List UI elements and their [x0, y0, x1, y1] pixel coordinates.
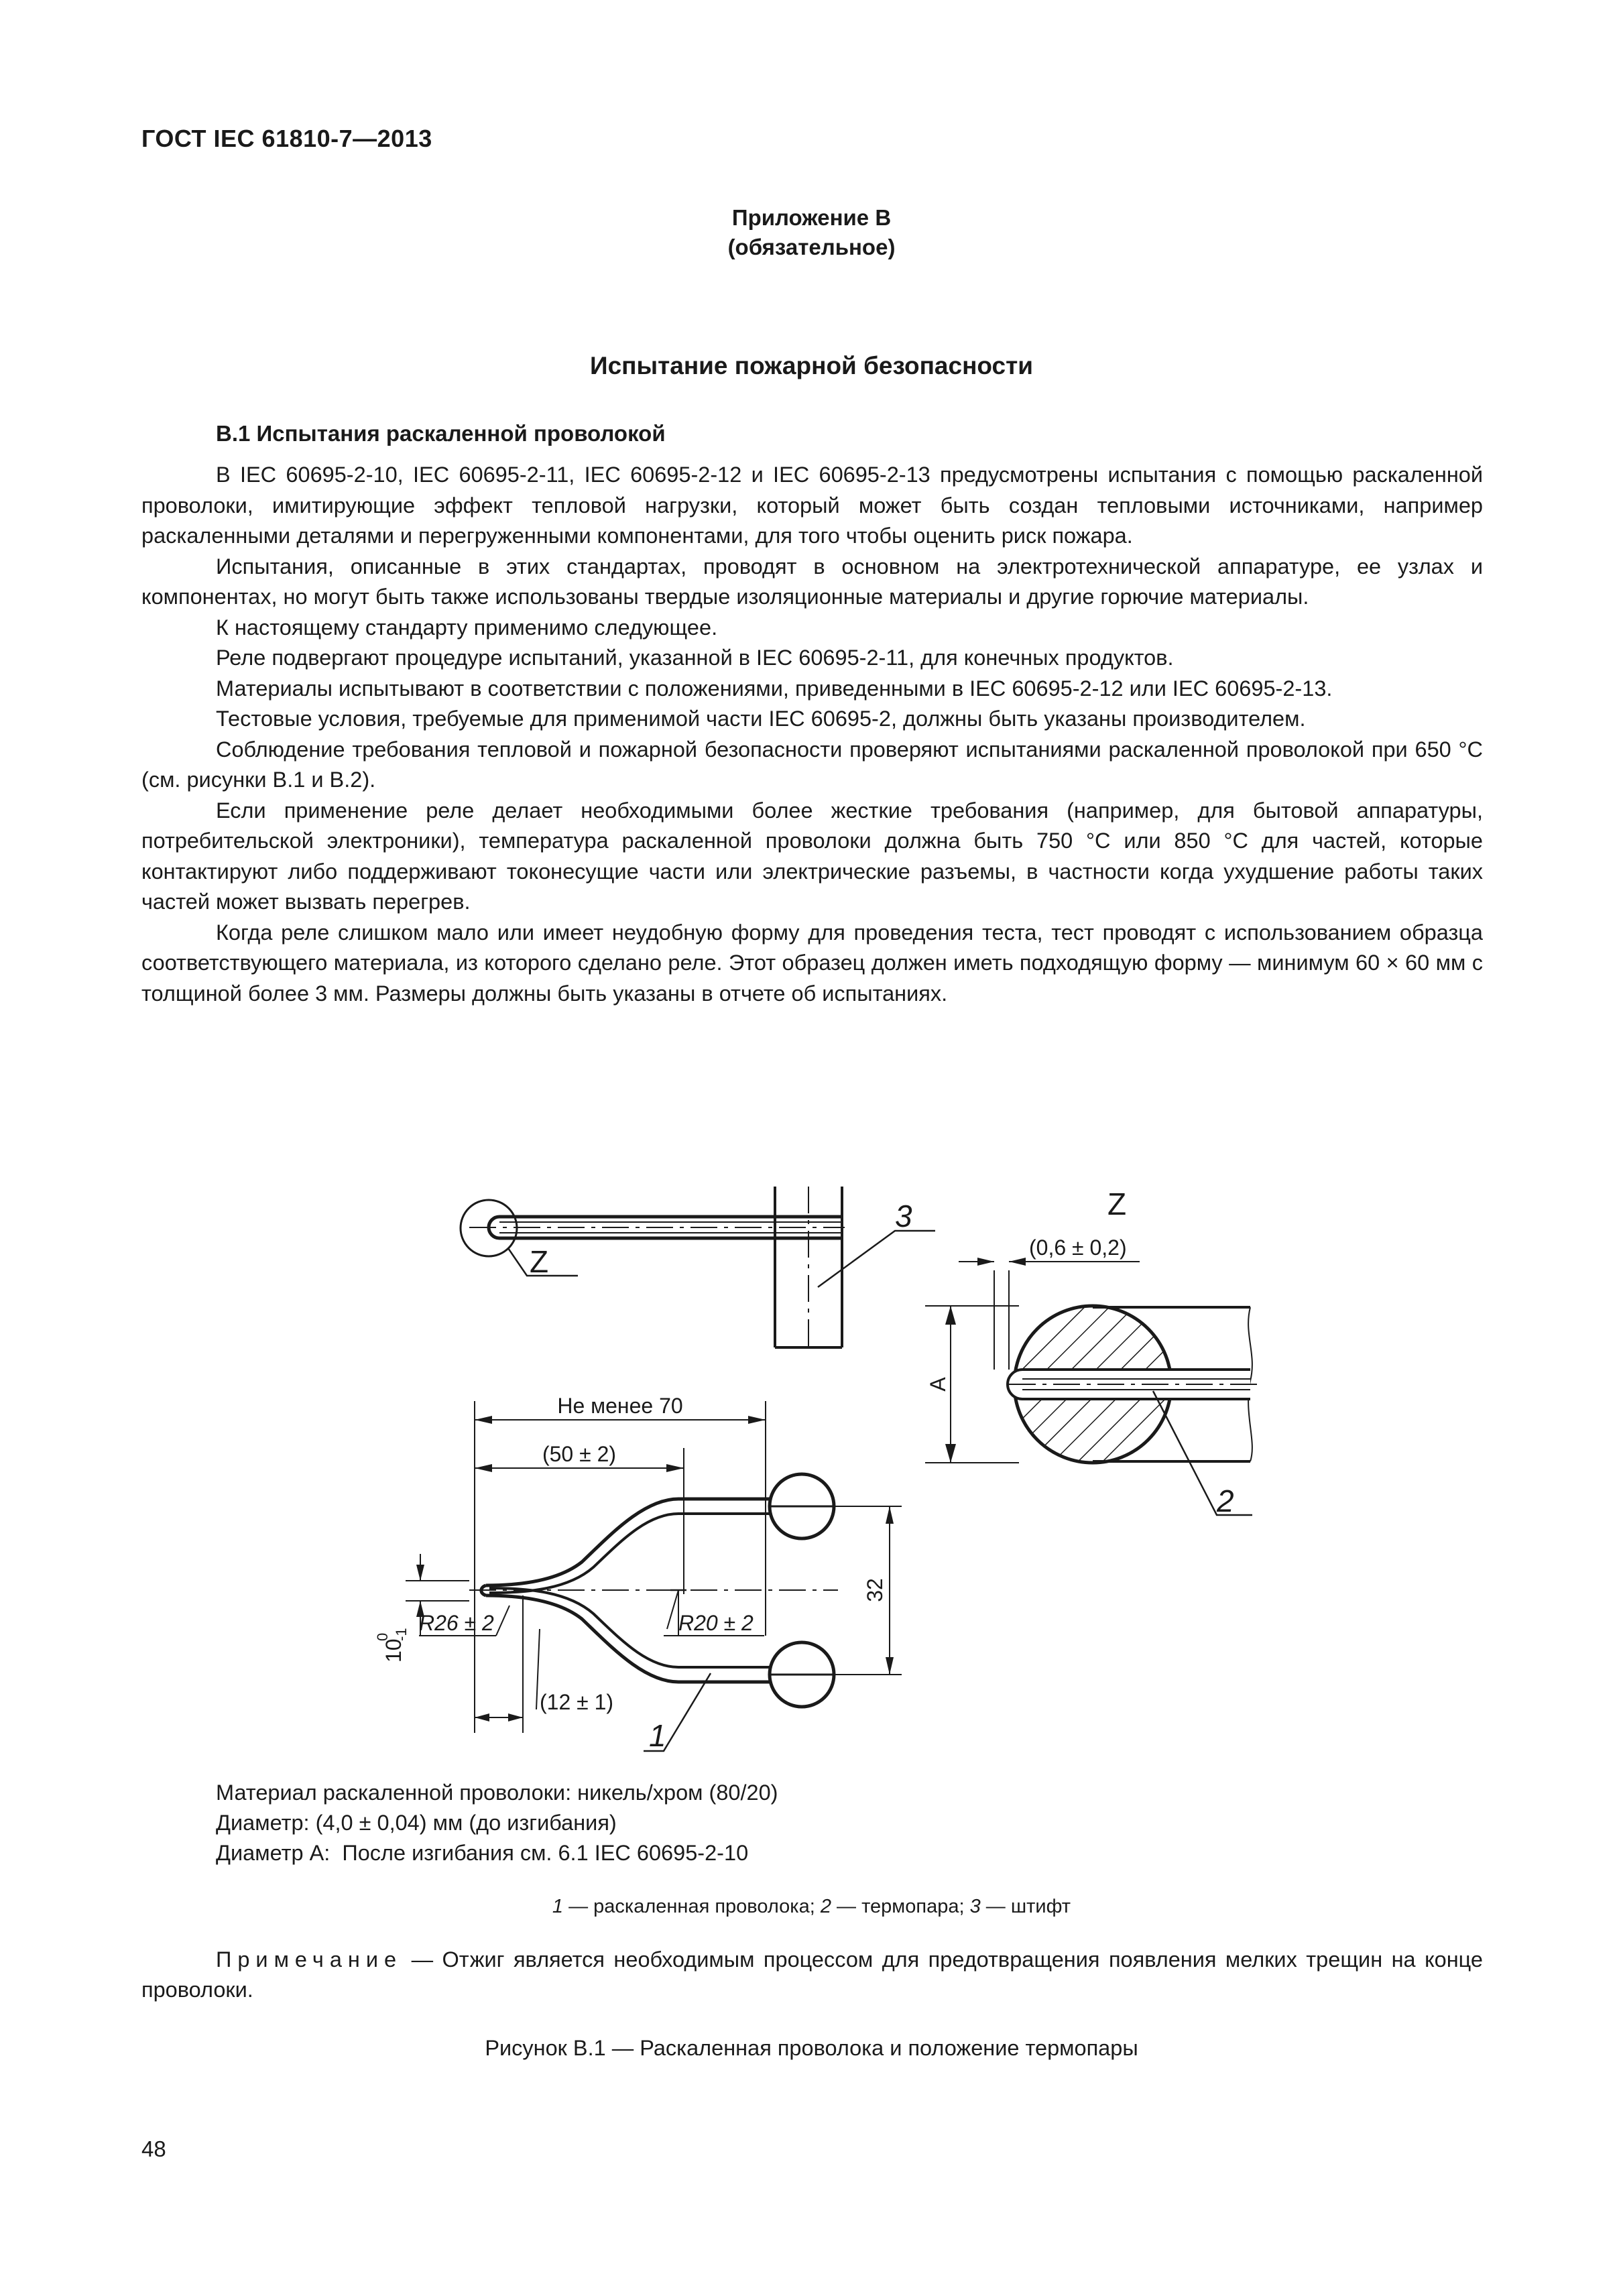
figure-legend — [0, 1896, 1623, 1918]
legend-text: — штифт — [980, 1896, 1071, 1917]
wire-specs — [216, 1778, 778, 1868]
document-code: ГОСТ IEC 61810-7—2013 — [141, 125, 432, 152]
callout-1: 1 — [649, 1718, 666, 1753]
dim-10-tol-low: -1 — [393, 1628, 410, 1641]
page-number: 48 — [141, 2136, 166, 2161]
dim-a: A — [926, 1377, 950, 1392]
dim-r20: R20 ± 2 — [678, 1611, 754, 1635]
annex-title: Испытание пожарной безопасности — [590, 352, 1033, 379]
dim-min-70: Не менее 70 — [557, 1394, 683, 1418]
dim-32: 32 — [863, 1578, 887, 1602]
paragraph: Тестовые условия, требуемые для применимой части IEC 60695-2, должны быть указаны производителем. — [216, 707, 1306, 731]
figure-note — [141, 1945, 1483, 2005]
paragraph: Материалы испытывают в соответствии с положениями, приведенными в IEC 60695-2-12 или IEC 60695-2-13. — [216, 676, 1333, 701]
legend-num: 3 — [969, 1896, 981, 1917]
dim-12: (12 ± 1) — [540, 1690, 614, 1714]
label-z-view: Z — [1107, 1187, 1127, 1221]
note-label: Примечание — [216, 1947, 403, 1972]
detail-z-view — [925, 1258, 1257, 1515]
dim-10-tol-up: 0 — [374, 1632, 391, 1641]
legend-num: 2 — [820, 1896, 831, 1917]
spec-line: Диаметр А: После изгибания см. 6.1 IEC 60695-2-10 — [216, 1841, 749, 1865]
glow-wire-drawing — [335, 1163, 1341, 1753]
paragraph: Когда реле слишком мало или имеет неудобную форму для проведения теста, тест проводят с использованием образца соответствующего материала, из которого сделано реле. Этот образец должен иметь подходящую форму — минимум 60 × 60 мм с толщиной более 3 мм. Размеры должны быть указаны в отчете об испытаниях. — [141, 920, 1483, 1006]
dim-50: (50 ± 2) — [542, 1442, 617, 1466]
legend-text: — термопара; — [831, 1896, 970, 1917]
dim-r26: R26 ± 2 — [419, 1611, 494, 1635]
note-text: — Отжиг является необходимым процессом для предотвращения появления мелких трещин на конце проволоки. — [141, 1947, 1483, 2002]
paragraph: В IEC 60695-2-10, IEC 60695-2-11, IEC 60695-2-12 и IEC 60695-2-13 предусмотрены испытания с помощью раскаленной проволоки, имитирующие эффект тепловой нагрузки, который может быть создан тепловыми источниками, например раскаленными деталями и перегруженными компонентами, для того чтобы оценить риск пожара. — [141, 463, 1483, 548]
legend-num: 1 — [552, 1896, 564, 1917]
paragraph: Если применение реле делает необходимыми более жесткие требования (например, для бытовой аппаратуры, потребительской электроники), температура раскаленной проволоки должна быть 750 °С или 850 °С для частей, которые контактируют либо поддерживают токонесущие части или электрические разъемы, в частности когда ухудшение работы таких частей может вызвать перегрев. — [141, 798, 1483, 914]
annex-label: Приложение В — [731, 205, 892, 230]
annex-status: (обязательное) — [727, 235, 896, 259]
wire-plan-view — [406, 1401, 902, 1751]
dim-gap: (0,6 ± 0,2) — [1029, 1235, 1127, 1260]
spec-line: Диаметр: (4,0 ± 0,04) мм (до изгибания) — [216, 1811, 617, 1835]
paragraph: Реле подвергают процедуре испытаний, указанной в IEC 60695-2-11, для конечных продуктов. — [216, 646, 1174, 670]
section-heading: В.1 Испытания раскаленной проволокой — [216, 421, 666, 446]
paragraph: Соблюдение требования тепловой и пожарной безопасности проверяют испытаниями раскаленной проволокой при 650 °С (см. рисунки В.1 и В.2). — [141, 737, 1483, 792]
section-body — [141, 460, 1483, 1009]
callout-3: 3 — [895, 1199, 912, 1233]
figure-caption: Рисунок В.1 — Раскаленная проволока и положение термопары — [485, 2036, 1138, 2060]
legend-text: — раскаленная проволока; — [563, 1896, 821, 1917]
paragraph: К настоящему стандарту применимо следующее. — [216, 615, 718, 640]
callout-2: 2 — [1217, 1484, 1234, 1518]
label-z: Z — [530, 1244, 549, 1279]
dim-10: 10 — [381, 1638, 406, 1663]
spec-line: Материал раскаленной проволоки: никель/хром (80/20) — [216, 1780, 778, 1805]
paragraph: Испытания, описанные в этих стандартах, проводят в основном на электротехнической аппаратуре, ее узлах и компонентах, но могут быть также использованы твердые изоляционные материалы и другие горючие материалы. — [141, 554, 1483, 609]
